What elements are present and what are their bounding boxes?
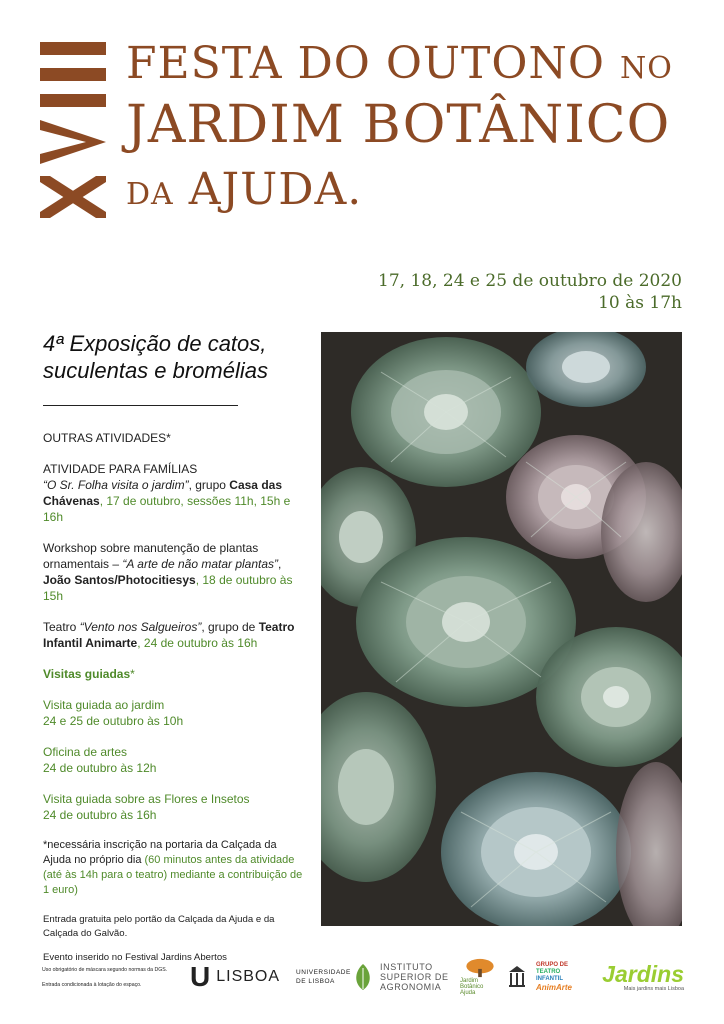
workshop-host: João Santos/Photocitiesys	[43, 573, 196, 587]
jardim-botanico-logo	[460, 958, 500, 996]
roman-numeral-graphic	[40, 42, 110, 218]
animarte-line-1: GRUPO DE	[536, 962, 569, 968]
registration-note-b: (60 minutos antes da atividade (até às 14h para o teatro) mediante a contribuição de 1 euro)	[43, 854, 303, 896]
ulisboa-uni-2: DE LISBOA	[296, 978, 335, 985]
title-festa: FESTA DO OUTONO	[126, 38, 605, 89]
family-group: Casa das Chávenas	[43, 478, 282, 508]
leaf-icon	[352, 962, 374, 992]
title-line-2: JARDIM BOTÂNICO	[126, 95, 671, 155]
workshop-activity	[43, 540, 305, 604]
title-da: DA	[126, 177, 174, 212]
guided-item-title: Visita guiada ao jardim	[43, 698, 165, 712]
family-group-prefix: , grupo	[188, 478, 230, 492]
animarte-line-3: INFANTIL	[536, 976, 563, 982]
festival-note: Evento inserido no Festival Jardins Abertos	[43, 952, 227, 963]
title-no: NO	[619, 51, 673, 86]
workshop-comma: ,	[278, 557, 282, 571]
guided-heading-text: Visitas guiadas	[43, 667, 131, 681]
family-label: ATIVIDADE PARA FAMÍLIAS	[43, 462, 198, 476]
guided-item-title: Visita guiada sobre as Flores e Insetos	[43, 792, 250, 806]
title-ajuda: AJUDA.	[188, 164, 363, 215]
theatre-activity	[43, 619, 305, 651]
isa-logo	[352, 958, 452, 996]
event-days: 17, 18, 24 e 25 de outubro de 2020	[378, 271, 682, 291]
isa-line-1: INSTITUTO	[380, 962, 433, 972]
museum-logo	[508, 958, 528, 996]
family-activity	[43, 461, 305, 525]
registration-note	[43, 838, 305, 898]
roman-numeral-xviii	[40, 42, 110, 218]
isa-text	[380, 962, 449, 992]
divider	[43, 405, 238, 406]
guided-item-when: 24 e 25 de outubro às 10h	[43, 714, 184, 728]
mask-note: Uso obrigatório de máscara segundo normas da DGS.	[42, 967, 168, 973]
guided-item-title: Oficina de artes	[43, 745, 128, 759]
workshop-when: , 18 de outubro às 15h	[43, 573, 293, 603]
registration-note-a: *necessária inscrição na portaria da Calçada da Ajuda no próprio dia	[43, 839, 277, 866]
tree-icon	[463, 958, 497, 978]
other-activities-heading: OUTRAS ATIVIDADES*	[43, 431, 171, 445]
family-when: , 17 de outubro, sessões 11h, 15h e 16h	[43, 494, 291, 524]
activities-content	[43, 430, 305, 975]
guided-item	[43, 791, 305, 823]
family-title: “O Sr. Folha visita o jardim”	[43, 478, 189, 492]
animarte-logo	[536, 958, 582, 996]
title-line-3	[126, 164, 362, 215]
ulisboa-name: LISBOA	[216, 968, 281, 985]
succulents-illustration	[321, 332, 682, 926]
theatre-prefix: Teatro	[43, 620, 80, 634]
capacity-note: Entrada condicionada à lotação do espaço.	[42, 982, 142, 988]
succulents-photo	[321, 332, 682, 926]
ulisboa-uni-1: UNIVERSIDADE	[296, 969, 351, 976]
isa-line-2: SUPERIOR DE	[380, 972, 449, 982]
guided-visits-heading	[43, 666, 305, 682]
rosette	[441, 772, 631, 926]
guided-item-when: 24 de outubro às 12h	[43, 761, 157, 775]
ulisboa-logo	[190, 958, 351, 996]
event-hours: 10 às 17h	[598, 293, 682, 313]
ulisboa-u: U	[190, 961, 211, 992]
title-line-1	[126, 38, 673, 89]
footer-notes	[42, 963, 182, 993]
theatre-when: , 24 de outubro às 16h	[137, 636, 258, 650]
jba-text: Jardim Botânico Ajuda	[460, 978, 484, 996]
animarte-line-2: TEATRO	[536, 969, 561, 975]
guided-item	[43, 697, 305, 729]
ulisboa-university	[296, 968, 351, 986]
event-dates	[378, 270, 682, 314]
isa-line-3: AGRONOMIA	[380, 982, 442, 992]
workshop-title: “A arte de não matar plantas”	[122, 557, 279, 571]
theatre-title: “Vento nos Salgueiros”	[79, 620, 202, 634]
guided-item	[43, 744, 305, 776]
theatre-group-prefix: , grupo de	[201, 620, 259, 634]
building-icon	[508, 965, 526, 989]
theatre-group: Teatro Infantil Animarte	[43, 620, 295, 650]
guided-item-when: 24 de outubro às 16h	[43, 808, 157, 822]
jardins-logo	[588, 958, 684, 996]
entrance-note: Entrada gratuita pelo portão da Calçada da Ajuda e da Calçada do Galvão.	[43, 914, 275, 939]
animarte-line-4: AnimArte	[536, 983, 573, 992]
workshop-prefix: Workshop sobre manutenção de plantas ornamentais –	[43, 541, 259, 571]
guided-heading-star: *	[130, 667, 135, 681]
jardins-tagline: Mais jardins mais Lisboa	[623, 986, 684, 992]
jardins-word: Jardins	[602, 961, 684, 987]
exhibition-title: 4ª Exposição de catos, suculentas e bromélias	[43, 331, 269, 383]
